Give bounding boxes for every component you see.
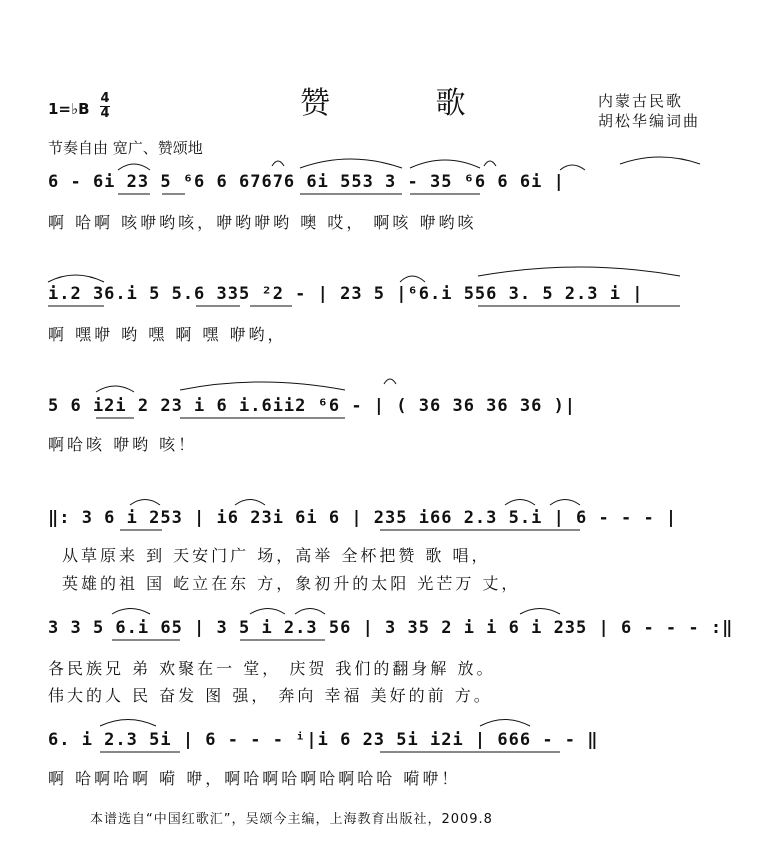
slur-mark: [478, 267, 680, 276]
lyric-line-4b: 英雄的祖 国 屹立在东 方，象初升的太阳 光芒万 丈，: [62, 574, 521, 593]
notation-line-5: 3 3 5 6.i 65 | 3 5 i 2.3 56 | 3 35 2 i i 6 i 235 | 6 - - - :‖: [48, 618, 734, 638]
slur-mark: [118, 164, 150, 170]
slur-mark: [520, 609, 560, 615]
slur-mark: [180, 382, 345, 390]
slur-mark: [560, 165, 585, 170]
slur-mark: [620, 157, 700, 164]
lyric-line-5a: 各民族兄 弟 欢聚在一 堂， 庆贺 我们的翻身解 放。: [48, 659, 496, 678]
key-signature: 1=♭B: [48, 100, 90, 118]
origin-credit: 内蒙古民歌: [598, 92, 684, 110]
slur-mark: [300, 159, 402, 168]
slur-mark: [295, 609, 325, 615]
slur-mark: [112, 609, 150, 615]
lyric-line-2: 啊 嘿咿 哟 嘿 啊 嘿 咿哟，: [48, 325, 287, 344]
lyric-line-1: 啊 哈啊 咳咿哟咳，咿哟咿哟 噢 哎， 啊咳 咿哟咳: [48, 213, 477, 232]
notation-line-1: 6 - 6i 23 5 ⁶6 6 67676 6i 553 3 - 35 ⁶6 6 6i |: [48, 172, 565, 192]
lyric-line-6: 啊 哈啊哈啊 嗬 咿，啊哈啊哈啊哈啊哈哈 嗬咿！: [48, 769, 461, 788]
slur-mark: [550, 500, 580, 506]
slur-mark: [48, 275, 104, 282]
notation-line-2: i.2 36.i 5 5.6 335 ²2 - | 23 5 |⁶6.i 556 3. 5 2.3 i |: [48, 284, 644, 304]
lyric-line-4a: 从草原来 到 天安门广 场，高举 全杯把赞 歌 唱，: [62, 546, 491, 565]
slur-mark: [400, 276, 425, 282]
lyric-line-3: 啊哈咳 咿哟 咳！: [48, 435, 198, 454]
slur-mark: [100, 720, 156, 727]
slur-mark: [410, 160, 480, 168]
fermata-mark: [272, 161, 284, 166]
slur-mark: [130, 500, 160, 506]
tempo-marking: 节奏自由 宽广、赞颂地: [48, 139, 203, 157]
meter-top: 4: [100, 91, 110, 106]
arranger-credit: 胡松华编词曲: [598, 112, 701, 130]
fermata-mark: [484, 161, 496, 166]
fermata-mark: [384, 379, 396, 384]
slur-mark: [235, 500, 265, 506]
notation-line-3: 5 6 i2i 2 23 i 6 i.6ii2 ⁶6 - | ( 36 36 36 36 )|: [48, 396, 577, 416]
slur-mark: [250, 609, 285, 615]
notation-line-6: 6. i 2.3 5i | 6 - - - ⁱ|i 6 23 5i i2i | 666 - - ‖: [48, 730, 599, 750]
slur-mark: [505, 500, 535, 506]
meter-bottom: 4: [100, 106, 110, 121]
slur-mark: [480, 720, 530, 727]
slur-mark: [96, 386, 134, 392]
lyric-line-5b: 伟大的人 民 奋发 图 强， 奔向 幸福 美好的前 方。: [48, 686, 493, 705]
notation-line-4: ‖: 3 6 i 253 | i6 23i 6i 6 | 235 i66 2.3 5.i | 6 - - - |: [48, 508, 678, 528]
source-citation: 本谱选自“中国红歌汇”，吴颂今主编，上海教育出版社，2009.8: [90, 812, 493, 827]
song-title: 赞 歌: [300, 86, 514, 121]
